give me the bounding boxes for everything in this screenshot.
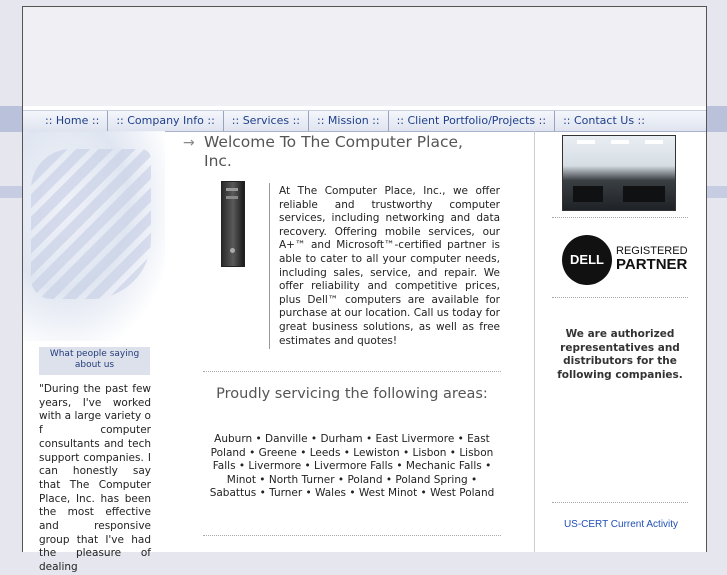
computer-tower-image	[221, 181, 245, 267]
dotted-divider	[203, 535, 501, 536]
nav-contact-us[interactable]: :: Contact Us ::	[563, 114, 645, 127]
desk	[623, 186, 665, 202]
left-column	[23, 131, 178, 574]
areas-heading: Proudly servicing the following areas:	[216, 386, 488, 402]
dell-partner-text: PARTNER	[616, 256, 688, 273]
keyboard-keys	[31, 149, 151, 299]
store-photo	[562, 135, 676, 211]
keyboard-image	[23, 131, 165, 341]
ceiling-light	[645, 140, 663, 144]
drive-bay	[226, 196, 238, 199]
service-areas-list: Auburn • Danville • Durham • East Livermore • East Poland • Greene • Leeds • Lewiston • Lisbon • Lisbon Falls • Livermore • Livermore Falls • Mechanic Falls • Minot • North Turner • Poland • Poland Spring • Sabattus • Turner • Wales • West Minot • West Poland	[209, 433, 495, 500]
arrow-right-icon: →	[183, 135, 195, 151]
ceiling-light	[611, 140, 629, 144]
dell-registered-text: REGISTERED	[616, 245, 688, 257]
nav-services[interactable]: :: Services ::	[224, 111, 309, 131]
page-container	[22, 6, 707, 574]
testimonial-text: "During the past few years, I've worked with a large variety o f computer consultants and tech support companies. I can honestly say that The Computer Place, Inc. has been the most effective and responsive group that I've had the pleasure of dealing	[39, 383, 151, 574]
authorized-text: We are authorized representatives and distributors for the following companies.	[557, 328, 683, 381]
dotted-divider	[552, 217, 688, 218]
dotted-divider	[552, 297, 688, 298]
nav-home[interactable]: :: Home ::	[23, 111, 108, 131]
dotted-divider	[203, 371, 501, 372]
nav-mission[interactable]: :: Mission ::	[309, 111, 389, 131]
dell-logo-text: DELL	[570, 252, 604, 267]
dotted-divider	[552, 502, 688, 503]
welcome-title: Welcome To The Computer Place, Inc.	[204, 133, 463, 170]
right-column	[536, 131, 706, 552]
main-nav	[23, 110, 706, 132]
power-button	[230, 248, 235, 253]
main-content	[183, 131, 503, 552]
uscert-link[interactable]: US-CERT Current Activity	[563, 519, 679, 530]
site-header	[23, 7, 706, 106]
right-column-divider	[534, 131, 535, 552]
testimonial-heading: What people saying about us	[39, 347, 150, 375]
ceiling-light	[577, 140, 595, 144]
desk	[573, 186, 603, 202]
nav-client-portfolio[interactable]: :: Client Portfolio/Projects ::	[389, 111, 555, 131]
dell-logo	[562, 235, 612, 285]
vertical-divider	[269, 183, 270, 349]
intro-paragraph: At The Computer Place, Inc., we offer reliable and trustworthy computer services, including networking and data recovery. Offering mobile services, our A+™ and Microsoft™-certified partner is able to cater to all your computer needs, including sales, service, and repair. We offer reliability and competitive prices, plus Dell™ computers are available for purchase at our location. Call us today for great business solutions, as well as free estimates and quotes!	[279, 185, 500, 347]
nav-company-info[interactable]: :: Company Info ::	[108, 111, 223, 131]
drive-bay	[226, 188, 238, 191]
